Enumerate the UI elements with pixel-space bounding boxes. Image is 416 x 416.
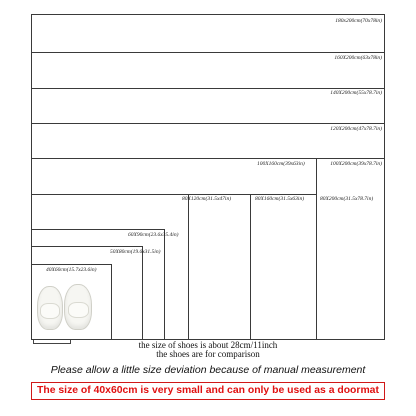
warning-banner — [31, 382, 385, 400]
shoes-compare-note: the shoes are for comparison — [156, 349, 260, 359]
label-60x90: 60X90cm(23.6x35.4in) — [128, 232, 179, 238]
label-80x200: 80X200cm(31.5x78.7in) — [320, 196, 374, 202]
left-slipper-strap — [40, 303, 60, 319]
label-100x160: 100X160cm(39x63in) — [257, 161, 305, 167]
label-80x120: 80X120cm(31.5x47in) — [182, 196, 232, 202]
deviation-note: Please allow a little size deviation because of manual measurement — [50, 364, 366, 376]
left-slipper — [37, 286, 63, 330]
label-80x160: 80X160cm(31.5x63in) — [255, 196, 305, 202]
label-140x200: 140X200cm(55x78.7in) — [330, 90, 382, 96]
shoes-size-note: the size of shoes is about 28cm/11inch — [138, 340, 278, 350]
label-50x80: 50X80cm(19.6x31.5in) — [110, 249, 161, 255]
label-100x200: 100X200cm(39x78.7in) — [330, 161, 382, 167]
label-160x200: 160X200cm(63x78in) — [334, 55, 382, 61]
label-180x200: 180x200cm(70x78in) — [335, 18, 382, 24]
warning-text: The size of 40x60cm is very small and can only be used as a doormat — [37, 385, 379, 396]
right-slipper — [64, 284, 92, 330]
slippers-image — [36, 284, 94, 330]
label-40x60: 40X60cm(15.7x23.6in) — [46, 267, 97, 273]
label-120x200: 120X200cm(47x78.7in) — [330, 126, 382, 132]
right-slipper-strap — [68, 302, 89, 318]
